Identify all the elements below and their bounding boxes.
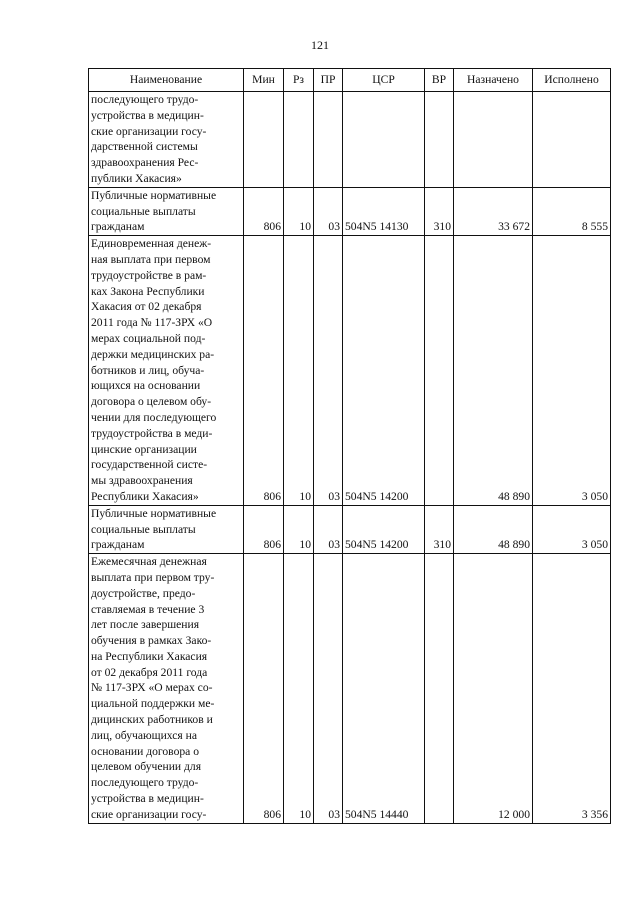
row-name: последующего трудо- устройства в медицин- ские организации госу- дарственной системы здравоохранения Рес- публики Хакасия» xyxy=(89,92,244,188)
row-name: Ежемесячная денежная выплата при первом тру- доустройстве, предо- ставляемая в течение 3 лет после завершения обучения в рамках Зако- на Республики Хакасия от 02 декабря 2011 года № 117-ЗРХ «О мерах со- циальной поддержки ме- дицинских работников и лиц, обучающихся на основании договора о целевом обучении для последующего трудо- устройства в медицин- ские организации госу- xyxy=(89,554,244,824)
header-vr: ВР xyxy=(425,69,454,92)
row-rz xyxy=(284,92,314,188)
header-ispolneno: Исполнено xyxy=(533,69,611,92)
row-naznacheno: 48 890 xyxy=(454,236,533,506)
row-naznacheno xyxy=(454,92,533,188)
header-min: Мин xyxy=(244,69,284,92)
row-pr: 03 xyxy=(314,187,343,235)
row-rz: 10 xyxy=(284,505,314,553)
row-ispolneno: 3 050 xyxy=(533,505,611,553)
table-row xyxy=(89,505,611,553)
row-name: Публичные нормативные социальные выплаты гражданам xyxy=(89,505,244,553)
row-pr: 03 xyxy=(314,554,343,824)
header-rz: Рз xyxy=(284,69,314,92)
row-rz: 10 xyxy=(284,187,314,235)
header-naznacheno: Назначено xyxy=(454,69,533,92)
row-csr: 504N5 14200 xyxy=(343,236,425,506)
table-header-row xyxy=(89,69,611,92)
row-vr xyxy=(425,236,454,506)
row-ispolneno: 3 050 xyxy=(533,236,611,506)
row-vr: 310 xyxy=(425,187,454,235)
row-rz: 10 xyxy=(284,236,314,506)
row-naznacheno: 48 890 xyxy=(454,505,533,553)
row-naznacheno: 33 672 xyxy=(454,187,533,235)
table-row xyxy=(89,187,611,235)
row-csr: 504N5 14440 xyxy=(343,554,425,824)
row-ispolneno: 3 356 xyxy=(533,554,611,824)
row-name: Публичные нормативные социальные выплаты гражданам xyxy=(89,187,244,235)
row-min xyxy=(244,92,284,188)
row-naznacheno: 12 000 xyxy=(454,554,533,824)
row-vr xyxy=(425,92,454,188)
row-ispolneno xyxy=(533,92,611,188)
row-min: 806 xyxy=(244,554,284,824)
header-pr: ПР xyxy=(314,69,343,92)
table-row xyxy=(89,92,611,188)
row-pr: 03 xyxy=(314,505,343,553)
row-pr: 03 xyxy=(314,236,343,506)
budget-table xyxy=(88,68,611,824)
row-pr xyxy=(314,92,343,188)
header-csr: ЦСР xyxy=(343,69,425,92)
row-csr: 504N5 14200 xyxy=(343,505,425,553)
row-min: 806 xyxy=(244,187,284,235)
header-name: Наименование xyxy=(89,69,244,92)
table-row xyxy=(89,554,611,824)
row-rz: 10 xyxy=(284,554,314,824)
row-csr xyxy=(343,92,425,188)
row-ispolneno: 8 555 xyxy=(533,187,611,235)
table-row xyxy=(89,236,611,506)
page-number: 121 xyxy=(311,38,329,52)
row-min: 806 xyxy=(244,505,284,553)
row-min: 806 xyxy=(244,236,284,506)
row-vr xyxy=(425,554,454,824)
row-csr: 504N5 14130 xyxy=(343,187,425,235)
row-vr: 310 xyxy=(425,505,454,553)
row-name: Единовременная денеж- ная выплата при первом трудоустройстве в рам- ках Закона Республики Хакасия от 02 декабря 2011 года № 117-ЗРХ «О мерах социальной под- держки медицинских ра- ботников и лиц, обуча- ющихся на основании договора о целевом обу- чении для последующего трудоустройства в меди- цинские организации государственной систе- мы здравоохранения Республики Хакасия» xyxy=(89,236,244,506)
